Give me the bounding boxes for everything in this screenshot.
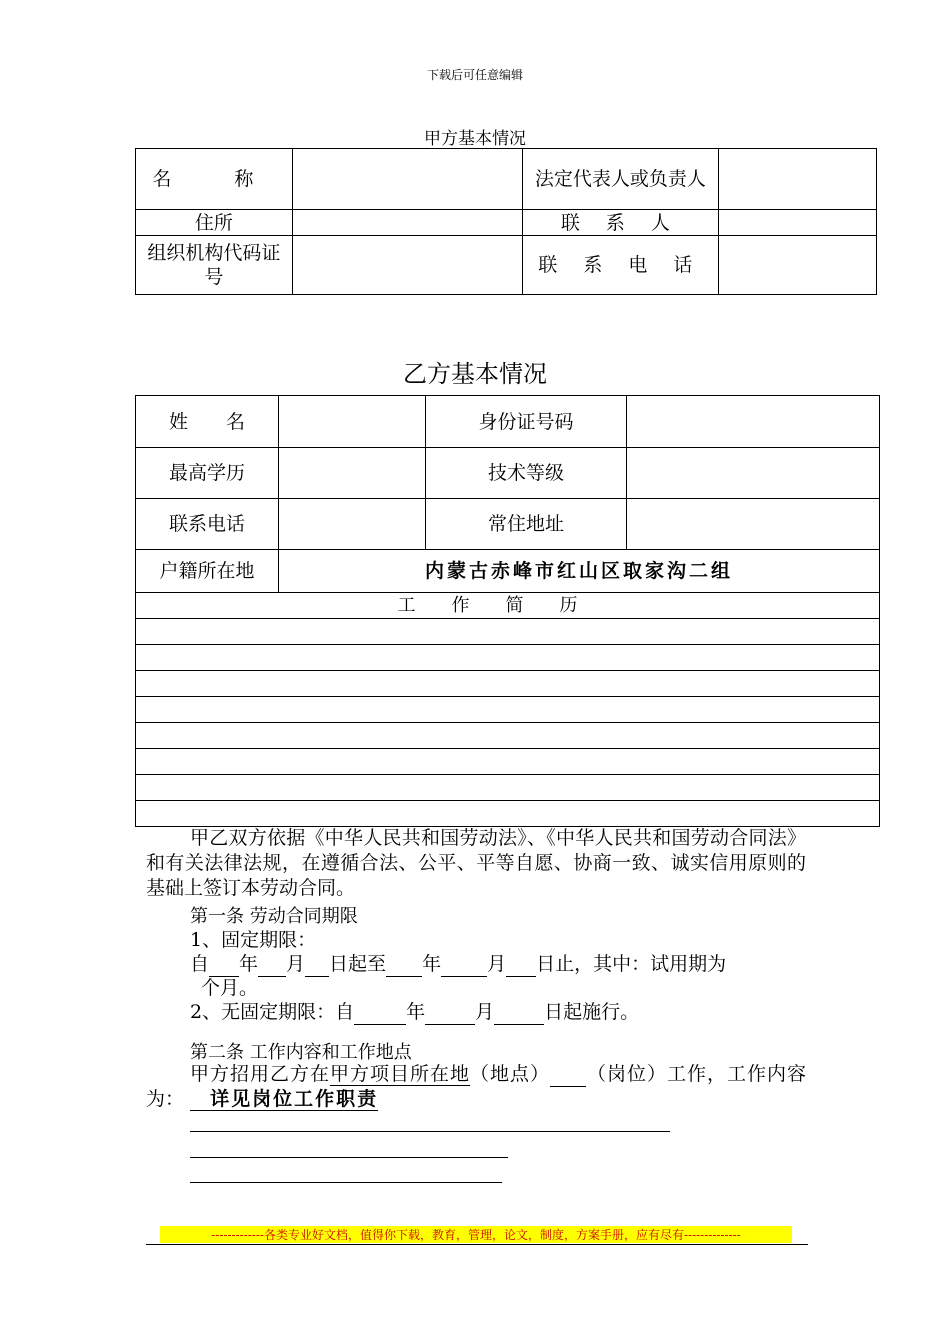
fixed-term-line xyxy=(190,952,806,977)
party-b-title: 乙方基本情况 xyxy=(403,360,547,388)
education-label: 最高学历 xyxy=(136,448,279,499)
party-b-table xyxy=(135,395,880,827)
from-text: 自 xyxy=(190,953,210,975)
footer-banner: -------------各类专业好文档，值得你下载，教育，管理，论文，制度，方案手册，应有尽有-------------- xyxy=(160,1226,792,1243)
blank-line[interactable] xyxy=(190,1131,670,1132)
work-history-row[interactable] xyxy=(136,645,880,671)
b-phone-label: 联系电话 xyxy=(136,499,279,550)
rep-label: 法定代表人或负责人 xyxy=(522,149,719,210)
name-label: 名 称 xyxy=(136,149,293,210)
work-history-row[interactable] xyxy=(136,775,880,801)
address-label: 住所 xyxy=(136,210,293,236)
hukou-value[interactable]: 内蒙古赤峰市红山区取家沟二组 xyxy=(278,550,879,593)
end-day-field[interactable] xyxy=(506,956,536,977)
month-text: 月 xyxy=(475,1001,495,1023)
rep-cell[interactable] xyxy=(719,149,877,210)
start-month-field[interactable] xyxy=(258,956,286,977)
day-effective-text: 日起施行。 xyxy=(544,1001,640,1023)
name-cell[interactable] xyxy=(292,149,522,210)
address-cell[interactable] xyxy=(292,210,522,236)
article1-title: 第一条 劳动合同期限 xyxy=(190,906,358,927)
b-name-cell[interactable] xyxy=(278,396,425,448)
open-month-field[interactable] xyxy=(425,1004,475,1025)
work-p2: （地点） xyxy=(470,1063,550,1085)
month-text: 月 xyxy=(286,953,306,975)
year-text: 年 xyxy=(422,953,442,975)
work-history-row[interactable] xyxy=(136,671,880,697)
start-day-field[interactable] xyxy=(305,956,329,977)
party-a-table xyxy=(135,148,877,295)
work-location-field[interactable]: 甲方项目所在地 xyxy=(330,1063,470,1085)
contact-cell[interactable] xyxy=(719,210,877,236)
work-history-row[interactable] xyxy=(136,749,880,775)
open-year-field[interactable] xyxy=(354,1004,406,1025)
work-history-header: 工 作 简 历 xyxy=(136,593,880,619)
org-code-cell[interactable] xyxy=(292,236,522,295)
skill-label: 技术等级 xyxy=(425,448,627,499)
start-year-field[interactable] xyxy=(209,956,239,977)
work-content-field[interactable]: 详见岗位工作职责 xyxy=(190,1088,378,1111)
year-text: 年 xyxy=(406,1001,426,1023)
open-term-line xyxy=(190,1000,806,1025)
work-p1: 甲方招用乙方在 xyxy=(190,1063,330,1085)
position-field[interactable] xyxy=(550,1066,586,1087)
footer-divider xyxy=(146,1244,808,1245)
fixed-term-label: 1、固定期限： xyxy=(190,929,317,951)
hukou-label: 户籍所在地 xyxy=(136,550,279,593)
b-name-label: 姓 名 xyxy=(136,396,279,448)
blank-line[interactable] xyxy=(190,1182,502,1183)
id-cell[interactable] xyxy=(627,396,880,448)
day-end-text: 日止，其中：试用期为 xyxy=(536,953,727,975)
residence-label: 常住地址 xyxy=(425,499,627,550)
phone-cell[interactable] xyxy=(719,236,877,295)
end-month-field[interactable] xyxy=(441,956,487,977)
open-day-field[interactable] xyxy=(494,1004,544,1025)
blank-line[interactable] xyxy=(190,1157,508,1158)
end-year-field[interactable] xyxy=(386,956,422,977)
article2-title: 第二条 工作内容和工作地点 xyxy=(190,1042,412,1063)
org-code-label: 组织机构代码证号 xyxy=(136,236,293,295)
residence-cell[interactable] xyxy=(627,499,880,550)
work-history-row[interactable] xyxy=(136,619,880,645)
work-history-row[interactable] xyxy=(136,697,880,723)
work-content-paragraph xyxy=(146,1062,806,1112)
work-p3: （岗位）工作，工作内容为： xyxy=(146,1063,806,1110)
id-label: 身份证号码 xyxy=(425,396,627,448)
b-phone-cell[interactable] xyxy=(278,499,425,550)
year-text: 年 xyxy=(239,953,259,975)
work-history-row[interactable] xyxy=(136,723,880,749)
skill-cell[interactable] xyxy=(627,448,880,499)
party-a-title: 甲方基本情况 xyxy=(424,129,526,149)
contact-label: 联 系 人 xyxy=(522,210,719,236)
month-text: 月 xyxy=(487,953,507,975)
probation-months: 个月。 xyxy=(201,977,259,999)
day-start-text: 日起至 xyxy=(329,953,387,975)
work-history-row[interactable] xyxy=(136,801,880,827)
header-note: 下载后可任意编辑 xyxy=(426,68,523,82)
education-cell[interactable] xyxy=(278,448,425,499)
open-term-text: 2、无固定期限：自 xyxy=(190,1001,355,1023)
phone-label: 联 系 电 话 xyxy=(522,236,719,295)
contract-intro: 甲乙双方依据《中华人民共和国劳动法》、《中华人民共和国劳动合同法》和有关法律法规，在遵循合法、公平、平等自愿、协商一致、诚实信用原则的基础上签订本劳动合同。 xyxy=(146,827,806,899)
